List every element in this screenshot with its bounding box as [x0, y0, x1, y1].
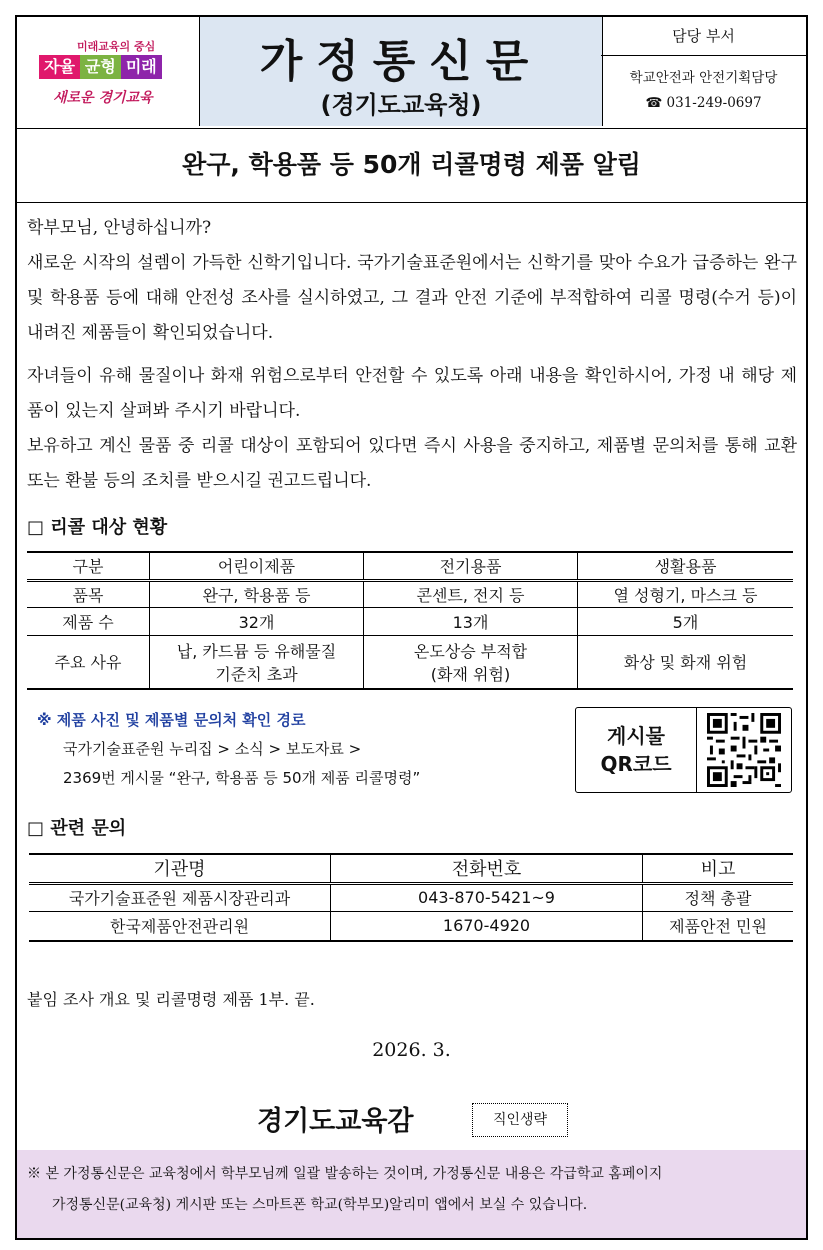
logo-bar [39, 55, 162, 79]
footer-line-2: 가정통신문(교육청) 게시판 또는 스마트폰 학교(학부모)알리미 앱에서 보실 수 있습니다. [52, 1197, 588, 1213]
recall-cell: 제품 수 [27, 607, 150, 635]
document-frame [15, 15, 808, 1240]
qr-label-line-1: 게시물 [607, 724, 665, 748]
header [17, 17, 806, 129]
body-paragraph-3: 보유하고 계신 물품 중 리콜 대상이 포함되어 있다면 즉시 사용을 중지하고, 제품별 문의처를 통해 교환 또는 환불 등의 조치를 받으시길 권고드립니다. [27, 436, 797, 491]
recall-cell: 32개 [150, 607, 364, 635]
table-row [27, 580, 793, 607]
recall-cell: 13개 [364, 607, 578, 635]
note-title: ※ 제품 사진 및 제품별 문의처 확인 경로 [37, 711, 306, 729]
recall-header: 구분 [27, 552, 150, 580]
contact-cell: 한국제품안전관리원 [29, 911, 331, 941]
reason-line: 납, 카드뮴 등 유해물질 [176, 641, 337, 661]
logo-tagline: 새로운 경기교육 [53, 90, 153, 106]
recall-cell: 품목 [27, 580, 150, 607]
recall-cell: 화상 및 화재 위험 [578, 635, 794, 689]
recall-cell [150, 635, 364, 689]
logo-slogan: 미래교육의 중심 [77, 40, 156, 53]
contact-header: 전화번호 [331, 854, 643, 883]
contact-header: 기관명 [29, 854, 331, 883]
page-title: 가정통신문 [259, 36, 543, 87]
qr-label [576, 708, 697, 792]
recall-cell: 열 성형기, 마스크 등 [578, 580, 794, 607]
reason-line: (화재 위험) [430, 664, 511, 684]
recall-table [27, 551, 793, 690]
footer-line-1: ※ 본 가정통신문은 교육청에서 학부모님께 일괄 발송하는 것이며, 가정통신문 내용은 각급학교 홈페이지 [27, 1166, 663, 1182]
table-row [27, 635, 793, 689]
headline: 완구, 학용품 등 50개 리콜명령 제품 알림 [17, 128, 806, 203]
contact-table [29, 853, 793, 942]
contact-header: 비고 [643, 854, 794, 883]
title-cell [199, 17, 603, 126]
page-subtitle: (경기도교육청) [320, 91, 482, 119]
dept-name: 학교안전과 안전기획담당 [629, 70, 778, 86]
logo-word-2: 균형 [80, 55, 121, 79]
recall-cell: 완구, 학용품 등 [150, 580, 364, 607]
qr-box [575, 707, 792, 793]
contact-cell: 1670-4920 [331, 911, 643, 941]
footer-notice [17, 1150, 806, 1238]
recall-cell: 5개 [578, 607, 794, 635]
recall-header: 어린이제품 [150, 552, 364, 580]
qr-code-icon[interactable] [707, 713, 781, 787]
contact-section-title: □ 관련 문의 [27, 818, 127, 839]
body-paragraph-2: 자녀들이 유해 물질이나 화재 위험으로부터 안전할 수 있도록 아래 내용을 확인하시어, 가정 내 해당 제품이 있는지 살펴봐 주시기 바랍니다. [27, 366, 797, 421]
qr-label-line-2: QR코드 [600, 752, 672, 776]
logo [17, 17, 199, 126]
greeting: 학부모님, 안녕하십니까? [27, 218, 212, 238]
logo-word-3: 미래 [121, 55, 162, 79]
contact-cell: 정책 총괄 [643, 883, 794, 911]
recall-section-title: □ 리콜 대상 현황 [27, 517, 168, 538]
note-line-1: 국가기술표준원 누리집 > 소식 > 보도자료 > [63, 740, 362, 758]
table-row [27, 607, 793, 635]
dept-phone: ☎ 031-249-0697 [645, 95, 762, 111]
reason-line: 온도상승 부적합 [413, 641, 528, 661]
recall-cell: 주요 사유 [27, 635, 150, 689]
recall-cell [364, 635, 578, 689]
note-line-2: 2369번 게시물 “완구, 학용품 등 50개 제품 리콜명령” [63, 769, 421, 787]
body-paragraph-1: 새로운 시작의 설렘이 가득한 신학기입니다. 국가기술표준원에서는 신학기를 맞아 수요가 급증하는 완구 및 학용품 등에 대해 안전성 조사를 실시하였고, 그 결과 안전 기준에 부적합하여 리콜 명령(수거 등)이 내려진 제품들이 확인되었습니다. [27, 253, 797, 343]
seal-omitted-box: 직인생략 [472, 1103, 568, 1137]
dept-cell [601, 17, 806, 126]
logo-word-1: 자율 [39, 55, 80, 79]
recall-header: 전기용품 [364, 552, 578, 580]
body-text [27, 211, 797, 499]
attachment-line: 붙임 조사 개요 및 리콜명령 제품 1부. 끝. [27, 990, 315, 1009]
recall-cell: 콘센트, 전지 등 [364, 580, 578, 607]
issue-date: 2026. 3. [372, 1039, 451, 1061]
reason-line: 기준치 초과 [215, 664, 298, 684]
contact-cell: 제품안전 민원 [643, 911, 794, 941]
table-row [29, 883, 793, 911]
dept-label: 담당 부서 [601, 17, 806, 56]
table-row [29, 911, 793, 941]
contact-cell: 국가기술표준원 제품시장관리과 [29, 883, 331, 911]
recall-header: 생활용품 [578, 552, 794, 580]
contact-cell: 043-870-5421~9 [331, 883, 643, 911]
signature: 경기도교육감 [257, 1106, 414, 1137]
check-route-note [37, 709, 567, 788]
